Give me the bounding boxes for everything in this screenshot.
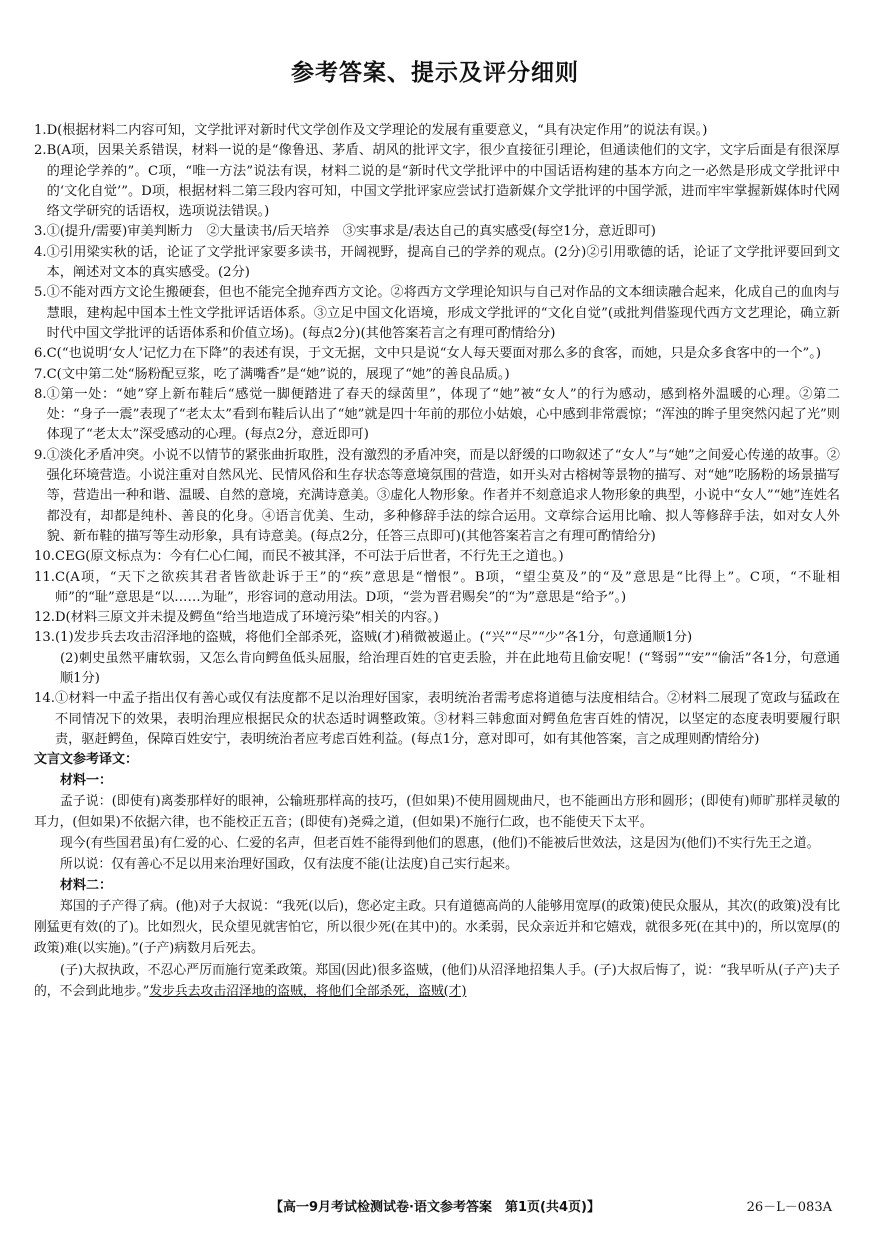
material-1-heading: 材料一： (60, 772, 113, 788)
translation-heading: 文言文参考译文： (34, 752, 139, 768)
answer-number: 5. (34, 285, 47, 301)
answer-item-2 (34, 141, 840, 222)
answer-item-7 (34, 365, 840, 385)
material-1-paragraph: 孟子说：(即使有)离娄那样好的眼神，公输班那样高的技巧，(但如果)不使用圆规曲尺，也不能画出方形和圆形；(即使有)师旷那样灵敏的耳力，(但如果)不依据六律，也不能校正五音；(即使有)尧舜之道，(但如果)不施行仁政，也不能使天下太平。 (34, 793, 840, 830)
answer-item-6 (34, 344, 840, 364)
underlined-key-sentence: 发步兵去攻击沼泽地的盗贼，将他们全部杀死，盗贼(才) (149, 983, 467, 999)
answer-item-4 (34, 243, 840, 284)
answer-number: 13. (34, 630, 55, 646)
answer-list (34, 121, 840, 1002)
answer-number: 6. (34, 346, 47, 362)
answer-text: ①材料一中孟子指出仅有善心或仅有法度都不足以治理好国家，表明统治者需考虑将道德与法度相结合。②材料二展现了宽政与猛政在不同情况下的效果，表明治理应根据民众的状态适时调整政策。③材料三韩愈面对鳄鱼危害百姓的情况，以坚定的态度表明要履行职责，驱赶鳄鱼，保障百姓安宁，表明统治者应考虑百姓利益。(每点1分，意对即可，如有其他答案，言之成理则酌情给分) (54, 691, 840, 747)
answer-text: CEG(原文标点为：今有仁心仁闻，而民不被其泽，不可法于后世者，不行先王之道也。) (54, 549, 564, 565)
footer-exam-info: 【高一9月考试检测试卷·语文参考答案 第1页(共4页)】 (270, 1200, 600, 1215)
answer-text: C(“也说明‘女人’记忆力在下降”的表述有误，于文无据，文中只是说“女人每天要面对那么多的食客，而她，只是众多食客中的一个”。) (46, 346, 822, 362)
answer-number: 9. (34, 447, 47, 463)
answer-item-1 (34, 121, 840, 141)
answer-13-part-2: (2)刺史虽然平庸软弱，又怎么肯向鳄鱼低头屈服，给治理百姓的官吏丢脸，并在此地苟且偷安呢！(“驽弱”“安”“偷活”各1分，句意通顺1分) (60, 650, 840, 687)
material-1-paragraph: 现今(有些国君虽)有仁爱的心、仁爱的名声，但老百姓不能得到他们的恩惠，(他们)不能被后世效法，这是因为(他们)不实行先王之道。 (60, 836, 820, 852)
answer-text: D(根据材料二内容可知，文学批评对新时代文学创作及文学理论的发展有重要意义，“具有决定作用”的说法有误。) (46, 123, 708, 138)
answer-number: 7. (34, 366, 47, 382)
answer-item-13 (34, 628, 840, 648)
answer-text: C(文中第二处“肠粉配豆浆，吃了满嘴香”是“她”说的，展现了“她”的善良品质。) (46, 366, 510, 382)
answer-number: 12. (34, 610, 55, 626)
answer-text: B(A项，因果关系错误，材料一说的是“像鲁迅、茅盾、胡风的批评文字，很少直接征引理论，但通读他们的文字，文字后面是有很深厚的理论学养的”。C项，“唯一方法”说法有误，材料二说的是“新时代文学批评中的中国话语构建的基本方向之一必然是形成文学批评中的‘文化自觉’”。D项，根据材料二第三段内容可知，中国文学批评家应尝试打造新媒介文学批评的中国学派，进而牢牢掌握新媒体时代网络文学研究的话语权，选项说法错误。) (46, 143, 840, 220)
material-2-text: (子)大叔执政，不忍心严厉而施行宽柔政策。郑国(因此)很多盗贼，(他们)从沼泽地招集人手。(子)大叔后悔了，说：“我早听从(子产)夫子的，不会到此地步。” (34, 962, 840, 999)
material-1-paragraph: 所以说：仅有善心不足以用来治理好国政，仅有法度不能(让法度)自己实行起来。 (60, 857, 518, 873)
answer-item-10 (34, 547, 840, 567)
answer-text: D(材料三原文并未提及鳄鱼“给当地造成了环境污染”相关的内容。) (54, 610, 439, 626)
answer-item-8 (34, 385, 840, 446)
answer-number: 2. (34, 143, 47, 159)
answer-number: 1. (34, 123, 47, 138)
answer-text: ①(提升/需要)审美判断力 ②大量读书/后天培养 ③实事求是/表达自己的真实感受(每空1分，意近即可) (46, 224, 656, 240)
footer-paper-code: 26－L－083A (746, 1200, 832, 1215)
answer-item-3 (34, 222, 840, 242)
answer-number: 8. (34, 386, 47, 402)
answer-item-11 (34, 568, 840, 609)
page-footer (0, 1198, 870, 1222)
answer-item-14 (34, 689, 840, 750)
answer-text: ①不能对西方文论生搬硬套，但也不能完全抛弃西方文论。②将西方文学理论知识与自己对作品的文本细读融合起来，化成自己的血肉与慧眼，建构起中国本土性文学批评话语体系。③立足中国文化语境，形成文学批评的“文化自觉”(或批判借鉴现代西方文艺理论，确立新时代中国文学批评的话语体系和价值立场)。(每点2分)(其他答案若言之有理可酌情给分) (46, 285, 840, 341)
answer-text: ①引用梁实秋的话，论证了文学批评家要多读书，开阔视野，提高自己的学养的观点。(2分)②引用歌德的话，论证了文学批评要回到文本，阐述对文本的真实感受。(2分) (46, 244, 840, 281)
page-title: 参考答案、提示及评分细则 (291, 60, 579, 86)
material-2-paragraph-last (34, 960, 840, 1002)
answer-item-5 (34, 283, 840, 344)
answer-number: 10. (34, 549, 55, 565)
answer-text: ①淡化矛盾冲突。小说不以情节的紧张曲折取胜，没有激烈的矛盾冲突，而是以舒缓的口吻叙述了“女人”与“她”之间爱心传递的故事。②强化环境营造。小说注重对自然风光、民情风俗和生存状态等意境氛围的营造，如开头对古榕树等景物的描写、对“她”吃肠粉的场景描写等，营造出一种和谐、温暖、自然的意境，充满诗意美。③虚化人物形象。作者并不刻意追求人物形象的典型，小说中“女人”“她”连姓名都没有，却都是纯朴、善良的化身。④语言优美、生动，多种修辞手法的综合运用。文章综合运用比喻、拟人等修辞手法，如对女人外貌、新布鞋的描写等生动形象，具有诗意美。(每点2分，任答三点即可)(其他答案若言之有理可酌情给分) (46, 447, 840, 544)
answer-number: 3. (34, 224, 47, 240)
answer-number: 14. (34, 691, 55, 707)
answer-item-9 (34, 446, 840, 547)
material-2-paragraph: 郑国的子产得了病。(他)对子大叔说：“我死(以后)，您必定主政。只有道德高尚的人能够用宽厚(的政策)使民众服从，其次(的政策)没有比刚猛更有效(的了)。比如烈火，民众望见就害怕它，所以很少死(在其中)的。水柔弱，民众亲近并和它嬉戏，就很多死(在其中)的，所以宽厚(的政策)难(以实施)。”(子产)病数月后死去。 (34, 898, 840, 957)
answer-text: (1)发步兵去攻击沼泽地的盗贼，将他们全部杀死，盗贼(才)稍微被遏止。(“兴”“尽”“少”各1分，句意通顺1分) (54, 630, 693, 646)
answer-number: 11. (34, 569, 55, 585)
answer-text: ①第一处：“她”穿上新布鞋后“感觉一脚便踏进了春天的绿茵里”，体现了“她”被“女人”的行为感动，感到格外温暖的心理。②第二处：“身子一震”表现了“老太太”看到布鞋后认出了“她”就是四十年前的那位小姑娘，心中感到非常震惊；“浑浊的眸子里突然闪起了光”则体现了“老太太”深受感动的心理。(每点2分，意近即可) (46, 386, 840, 443)
answer-number: 4. (34, 244, 47, 260)
material-2-heading: 材料二： (60, 877, 113, 893)
answer-item-12 (34, 608, 840, 628)
answer-text: C(A项，“天下之欲疾其君者皆欲赴诉于王”的“疾”意思是“憎恨”。B项，“望尘莫及”的“及”意思是“比得上”。C项，“不耻相师”的“耻”意思是“以……为耻”，形容词的意动用法。D项，“尝为晋君赐矣”的“为”意思是“给予”。) (54, 569, 840, 605)
